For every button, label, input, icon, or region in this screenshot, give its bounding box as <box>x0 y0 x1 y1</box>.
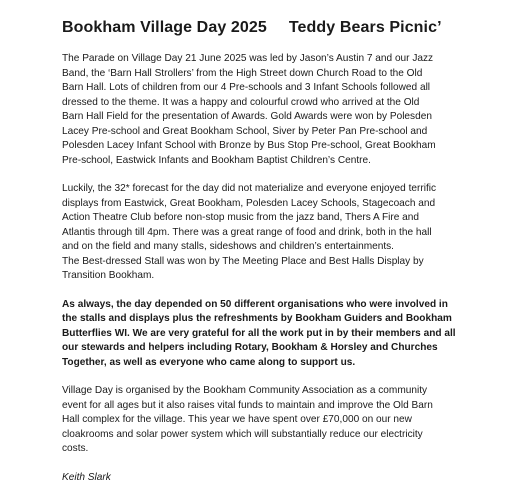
paragraph-line: costs. <box>62 443 89 454</box>
paragraph-line: Action Theatre Club before non-stop music from the jazz band, Thers A Fire and <box>62 212 420 223</box>
paragraph-line: Butterflies WI. We are very grateful for all the work put in by their members and all <box>62 327 456 339</box>
paragraph-line: our stewards and helpers including Rotary, Bookham & Horsley and Churches <box>62 342 438 353</box>
paragraph-line: Band, the ‘Barn Hall Strollers’ from the High Street down Church Road to the Old <box>62 67 423 79</box>
paragraph-line: and on the field and many stalls, sideshows and children’s entertainments. <box>62 241 394 252</box>
paragraph-line: The Parade on Village Day 21 June 2025 was led by Jason’s Austin 7 and our Jazz <box>62 53 434 64</box>
paragraph-line: Village Day is organised by the Bookham Community Association as a community <box>62 385 428 396</box>
paragraph-3 <box>62 298 514 371</box>
document-page <box>62 18 514 485</box>
paragraph-line: displays from Eastwick, Great Bookham, Polesden Lacey Schools, Stagecoach and <box>62 197 436 209</box>
paragraph-line: dressed to the theme. It was a happy and colourful crowd who arrived at the Old <box>62 96 420 108</box>
paragraph-line: event for all ages but it also raises vital funds to maintain and improve the Old Barn <box>62 399 433 411</box>
title-theme: Teddy Bears Picnic’ <box>288 19 442 36</box>
paragraph-2 <box>62 182 514 284</box>
paragraph-line: Barn Hall Field for the presentation of Awards. Gold Awards were won by Polesden <box>62 111 432 122</box>
author-signature: Keith Slark <box>62 471 111 483</box>
paragraph-line: As always, the day depended on 50 different organisations who were involved in <box>62 298 448 310</box>
title-event: Bookham Village Day 2025 <box>62 19 267 36</box>
paragraph-line: Transition Bookham. <box>62 270 155 281</box>
paragraph-line: Atlantis through till 4pm. There was a great range of food and drink, both in the hall <box>62 226 432 238</box>
paragraph-line: the stalls and displays plus the refreshments by Bookham Guiders and Bookham <box>62 313 452 324</box>
paragraph-line: Luckily, the 32* forecast for the day did not materialize and everyone enjoyed terrific <box>62 183 437 194</box>
paragraph-line: Polesden Lacey Infant School with Bronze by Bus Stop Pre-school, Great Bookham <box>62 140 436 151</box>
document-body <box>62 52 514 457</box>
paragraph-line: Barn Hall. Lots of children from our 4 Pre-schools and 3 Infant Schools followed all <box>62 82 431 93</box>
paragraph-line: Pre-school, Eastwick Infants and Bookham Baptist Children’s Centre. <box>62 154 371 166</box>
paragraph-4 <box>62 384 514 457</box>
paragraph-1 <box>62 52 514 168</box>
paragraph-line: Hall complex for the village. This year we have spent over £70,000 on our new <box>62 414 412 425</box>
paragraph-line: Together, as well as everyone who came along to support us. <box>62 356 356 368</box>
paragraph-line: cloakrooms and solar power system which will substantially reduce our electricity <box>62 428 423 440</box>
paragraph-line: Lacey Pre-school and Great Bookham School, Siver by Peter Pan Pre-school and <box>62 125 428 137</box>
paragraph-line: The Best-dressed Stall was won by The Meeting Place and Best Halls Display by <box>62 255 424 267</box>
document-title <box>62 18 514 38</box>
